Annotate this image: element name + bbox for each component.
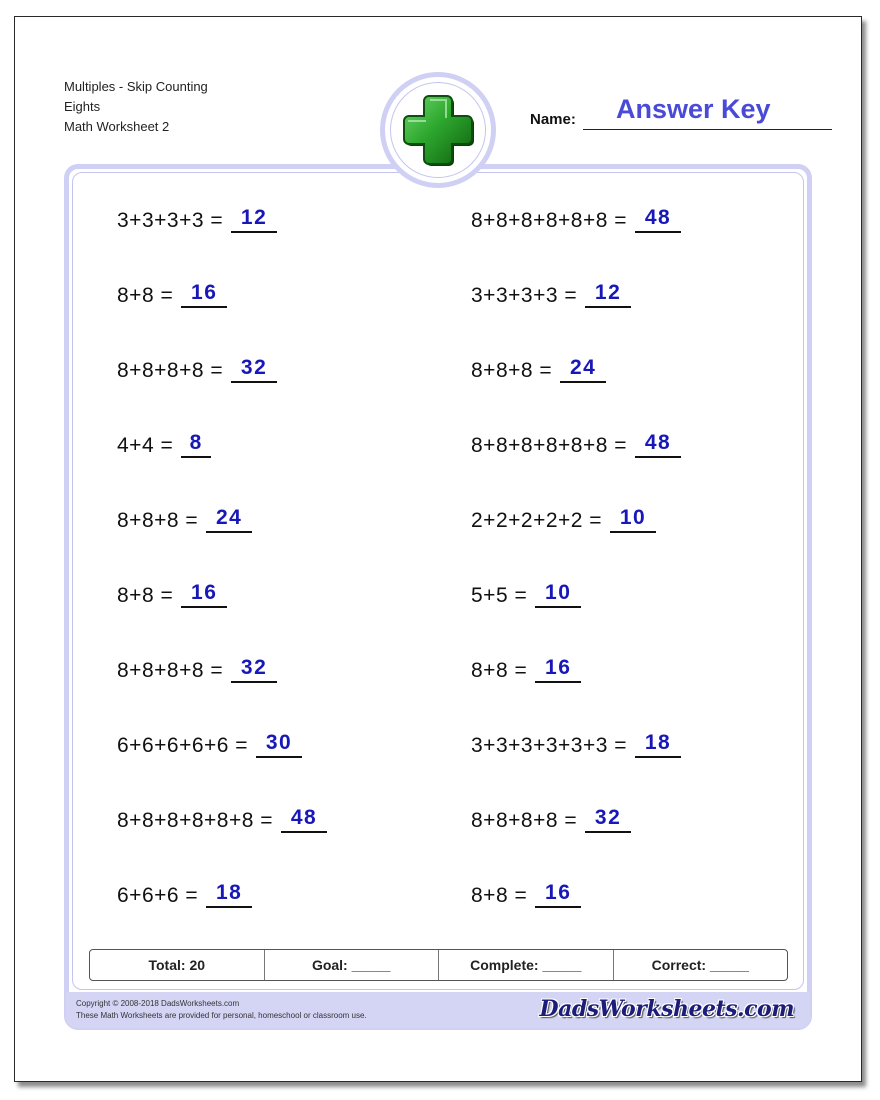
problem-item <box>471 881 581 911</box>
answer-blank[interactable]: 16 <box>535 881 581 908</box>
answer-blank[interactable]: 16 <box>181 581 227 608</box>
answer-blank[interactable]: 8 <box>181 431 211 458</box>
answer-blank[interactable]: 18 <box>635 731 681 758</box>
total-cell: Total: 20 <box>90 950 265 980</box>
problem-item <box>471 731 681 761</box>
problem-item <box>471 506 656 536</box>
answer-blank[interactable]: 16 <box>535 656 581 683</box>
problem-item <box>471 806 631 836</box>
problem-expression: 8+8+8+8 = <box>117 359 224 382</box>
brand-logo[interactable]: DadsWorksheets.com <box>539 996 794 1022</box>
problem-item <box>117 731 302 761</box>
answer-blank[interactable]: 16 <box>181 281 227 308</box>
usage-line: These Math Worksheets are provided for personal, homeschool or classroom use. <box>76 1011 367 1020</box>
name-label: Name: <box>530 111 576 128</box>
problem-item <box>471 206 681 236</box>
problem-expression: 8+8+8+8+8+8 = <box>471 209 627 232</box>
problem-expression: 6+6+6+6+6 = <box>117 734 249 757</box>
score-table <box>89 949 788 981</box>
problem-expression: 8+8+8+8 = <box>117 659 224 682</box>
answer-blank[interactable]: 48 <box>635 431 681 458</box>
problem-item <box>117 656 277 686</box>
worksheet-title <box>64 77 208 137</box>
problem-item <box>117 431 211 461</box>
correct-cell[interactable]: Correct: _____ <box>651 957 749 973</box>
answer-blank[interactable]: 10 <box>535 581 581 608</box>
problem-expression: 8+8 = <box>117 584 174 607</box>
complete-cell[interactable]: Complete: _____ <box>439 950 614 980</box>
copyright-line: Copyright © 2008-2018 DadsWorksheets.com <box>76 999 240 1008</box>
problem-expression: 8+8 = <box>471 884 528 907</box>
problem-item <box>471 431 681 461</box>
answer-blank[interactable]: 12 <box>231 206 277 233</box>
answer-blank[interactable]: 32 <box>231 356 277 383</box>
answer-blank[interactable]: 24 <box>560 356 606 383</box>
answer-blank[interactable]: 24 <box>206 506 252 533</box>
title-line-sheet: Math Worksheet 2 <box>64 119 170 134</box>
problem-expression: 6+6+6 = <box>117 884 199 907</box>
problem-item <box>117 581 227 611</box>
problem-expression: 8+8+8 = <box>471 359 553 382</box>
copyright-bar <box>66 992 810 1028</box>
problem-expression: 8+8+8 = <box>117 509 199 532</box>
problem-expression: 3+3+3+3 = <box>471 284 578 307</box>
problem-expression: 4+4 = <box>117 434 174 457</box>
answer-blank[interactable]: 32 <box>585 806 631 833</box>
answer-blank[interactable]: 30 <box>256 731 302 758</box>
green-plus-icon <box>396 88 480 172</box>
title-line-topic: Multiples - Skip Counting <box>64 79 208 94</box>
answer-blank[interactable]: 48 <box>635 206 681 233</box>
title-line-subtopic: Eights <box>64 99 101 114</box>
problem-expression: 3+3+3+3 = <box>117 209 224 232</box>
answer-blank[interactable]: 18 <box>206 881 252 908</box>
problem-item <box>117 881 252 911</box>
problem-expression: 8+8+8+8 = <box>471 809 578 832</box>
problem-item <box>471 281 631 311</box>
problem-expression: 3+3+3+3+3+3 = <box>471 734 627 757</box>
problem-item <box>471 356 606 386</box>
problem-item <box>471 581 581 611</box>
name-field[interactable] <box>530 92 832 130</box>
problem-item <box>117 356 277 386</box>
problem-expression: 8+8 = <box>117 284 174 307</box>
problem-item <box>471 656 581 686</box>
answer-blank[interactable]: 48 <box>281 806 327 833</box>
problem-item <box>117 806 327 836</box>
copyright-text <box>76 998 367 1022</box>
answer-blank[interactable]: 32 <box>231 656 277 683</box>
name-underline <box>583 129 832 130</box>
problem-expression: 8+8 = <box>471 659 528 682</box>
goal-cell[interactable]: Goal: _____ <box>265 950 440 980</box>
answer-key-text: Answer Key <box>616 94 771 124</box>
answer-blank[interactable]: 10 <box>610 506 656 533</box>
problem-expression: 2+2+2+2+2 = <box>471 509 603 532</box>
problem-item <box>117 206 277 236</box>
answer-blank[interactable]: 12 <box>585 281 631 308</box>
problem-item <box>117 281 227 311</box>
problem-expression: 5+5 = <box>471 584 528 607</box>
problem-expression: 8+8+8+8+8+8 = <box>471 434 627 457</box>
problem-item <box>117 506 252 536</box>
problem-expression: 8+8+8+8+8+8 = <box>117 809 273 832</box>
